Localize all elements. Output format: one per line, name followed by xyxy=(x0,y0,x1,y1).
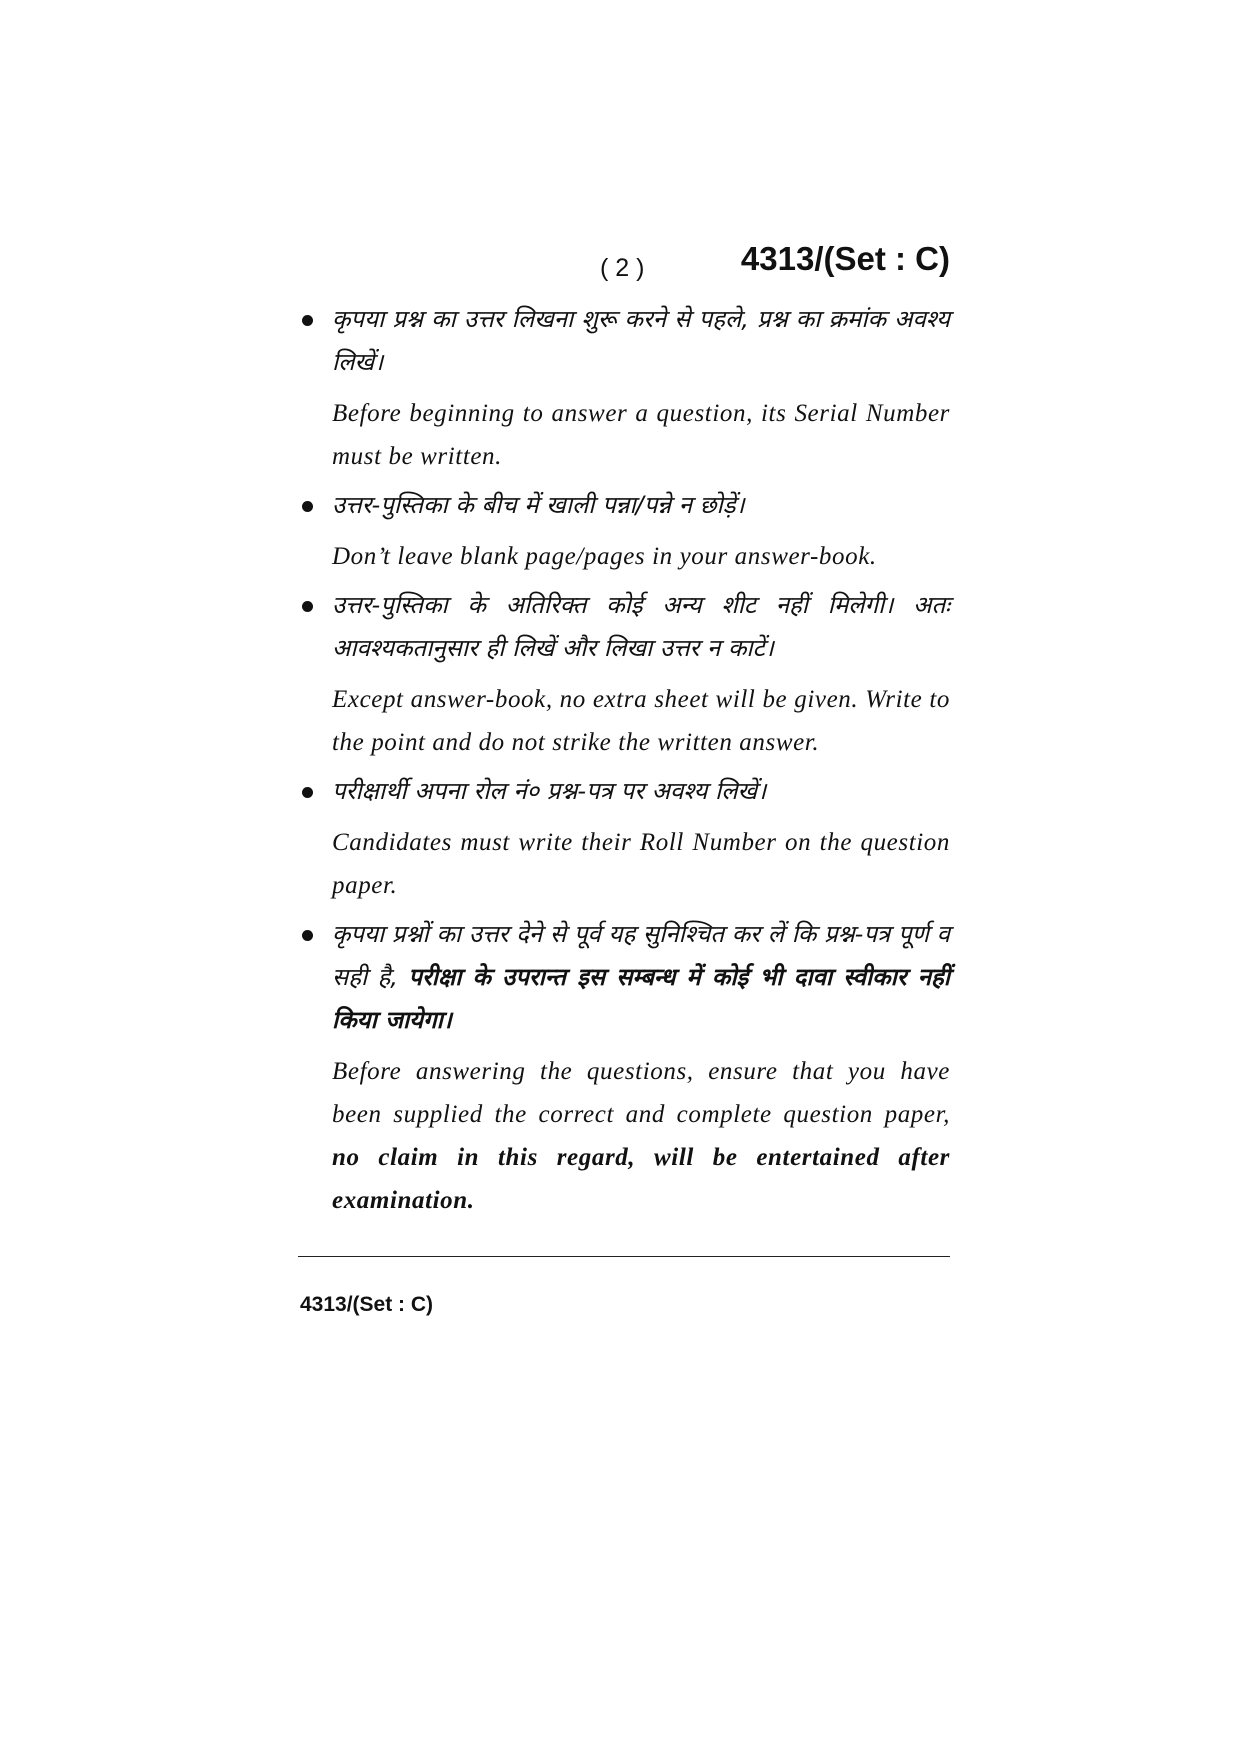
instruction-item-blank-pages xyxy=(298,484,950,578)
instruction-hindi: कृपया प्रश्न का उत्तर लिखना शुरू करने से पहले, प्रश्न का क्रमांक अवश्य लिखें। xyxy=(332,305,950,376)
instruction-hindi: उत्तर-पुस्तिका के बीच में खाली पन्ना/पन्ने न छोड़ें। xyxy=(332,491,745,519)
divider-rule xyxy=(298,1256,950,1257)
instruction-english: Don’t leave blank page/pages in your answer-book. xyxy=(332,543,877,570)
bullet-icon xyxy=(302,787,313,798)
instruction-hindi: उत्तर-पुस्तिका के अतिरिक्त कोई अन्य शीट नहीं मिलेगी। अतः आवश्यकतानुसार ही लिखें और लिखा उत्तर न काटें। xyxy=(332,591,950,662)
instruction-hindi: परीक्षार्थी अपना रोल नं० प्रश्न-पत्र पर अवश्य लिखें। xyxy=(332,777,767,805)
instruction-english-block xyxy=(332,1050,950,1222)
instruction-hindi: कृपया प्रश्नों का उत्तर देने से पूर्व यह सुनिश्चित कर लें कि प्रश्न-पत्र पूर्ण व सही है, xyxy=(332,920,950,991)
instruction-item-verify-paper xyxy=(298,913,950,1222)
bullet-icon xyxy=(302,501,313,512)
bullet-icon xyxy=(302,315,313,326)
instruction-hindi-bold: परीक्षा के उपरान्त इस सम्बन्ध में कोई भी दावा स्वीकार नहीं किया जायेगा। xyxy=(332,963,951,1034)
instruction-item-serial-number xyxy=(298,298,950,478)
page-header xyxy=(300,240,950,290)
page-number: ( 2 ) xyxy=(600,254,645,282)
instruction-english: Except answer-book, no extra sheet will be given. Write to the point and do not strike the written answer. xyxy=(332,686,950,756)
instruction-item-roll-number xyxy=(298,770,950,907)
bullet-icon xyxy=(302,601,313,612)
paper-code-header: 4313/(Set : C) xyxy=(740,240,950,277)
instruction-english: Before answering the questions, ensure that you have been supplied the correct and complete question paper, xyxy=(332,1058,950,1128)
instruction-item-extra-sheet xyxy=(298,584,950,764)
instructions-list xyxy=(298,298,950,1228)
instruction-english: Before beginning to answer a question, its Serial Number must be written. xyxy=(332,400,950,470)
instruction-english-bold: no claim in this regard, will be entertained after examination. xyxy=(332,1144,950,1214)
paper-code-footer: 4313/(Set : C) xyxy=(300,1293,434,1316)
instruction-hindi-block xyxy=(332,913,950,1042)
instruction-english: Candidates must write their Roll Number on the question paper. xyxy=(332,829,950,899)
bullet-icon xyxy=(302,930,313,941)
